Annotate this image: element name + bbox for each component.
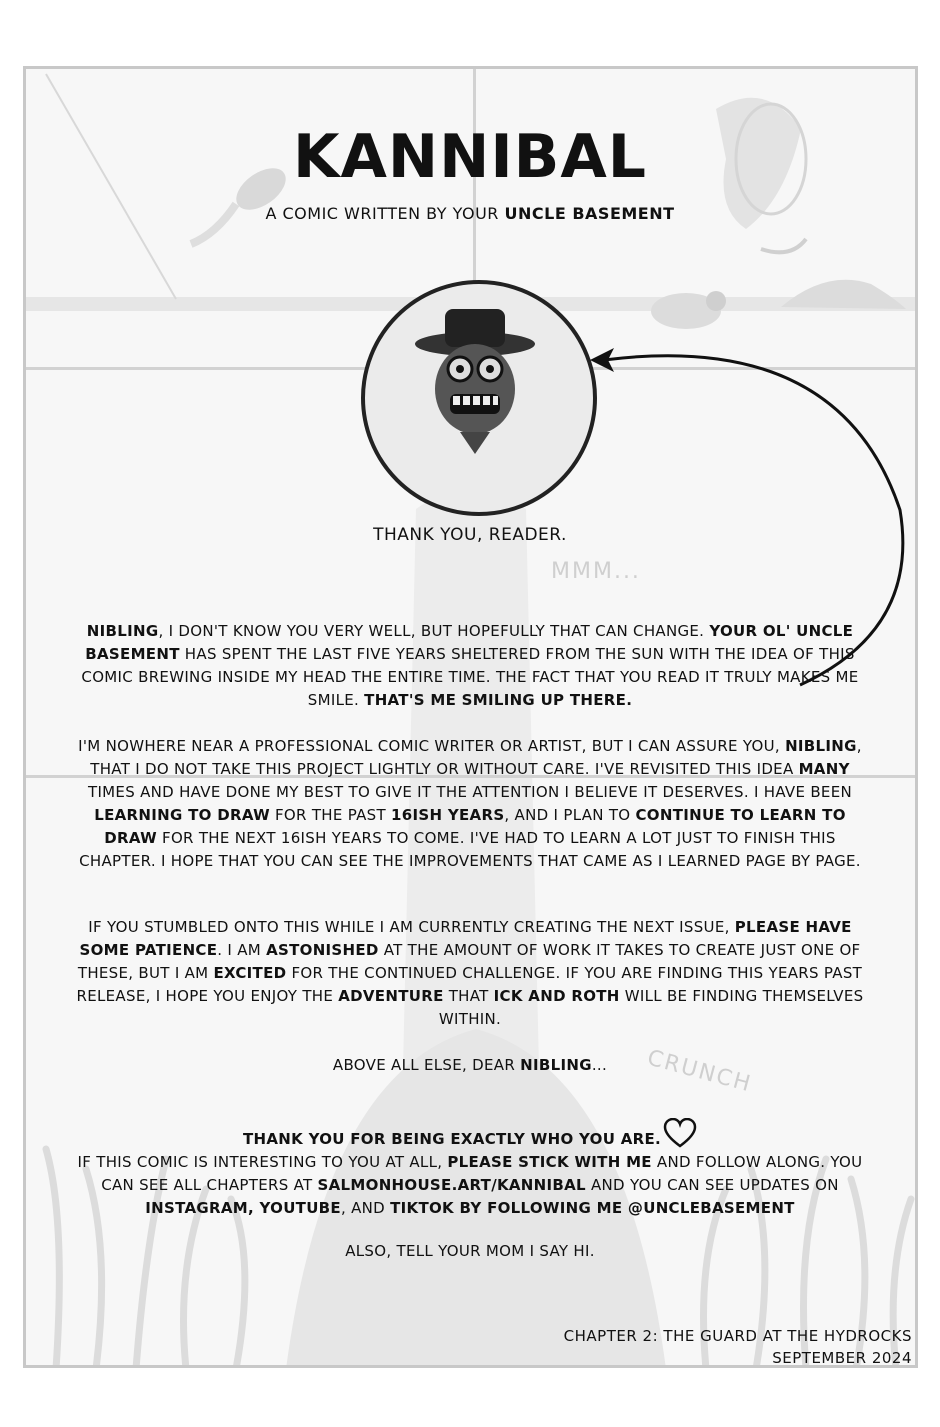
chapter-title: CHAPTER 2: THE GUARD AT THE HYDROCKS [563, 1327, 912, 1345]
greeting: THANK YOU, READER. [373, 525, 567, 545]
byline-prefix: A COMIC WRITTEN BY YOUR [265, 204, 499, 223]
letter-paragraph-5: THANK YOU FOR BEING EXACTLY WHO YOU ARE. IF THIS COMIC IS INTERESTING TO YOU AT ALL, PLEASE STICK WITH ME AND FOLLOW ALONG. YOU CAN SEE ALL CHAPTERS AT SALMONHOUSE.ART/KANNIBAL AND YOU CAN SEE UPDATES ON INSTAGRAM, YOUTUBE, AND TIKTOK BY FOLLOWING ME @UNCLEBASEMENT [70, 1118, 870, 1220]
letter-paragraph-4: ABOVE ALL ELSE, DEAR NIBLING... [332, 1056, 608, 1074]
letter-paragraph-3: IF YOU STUMBLED ONTO THIS WHILE I AM CURRENTLY CREATING THE NEXT ISSUE, PLEASE HAVE SOME PATIENCE. I AM ASTONISHED AT THE AMOUNT OF WORK IT TAKES TO CREATE JUST ONE OF THESE, BUT I AM EXCITED FOR THE CONTINUED CHALLENGE. IF YOU ARE FINDING THIS YEARS PAST RELEASE, I HOPE YOU ENJOY THE ADVENTURE THAT ICK AND ROTH WILL BE FINDING THEMSELVES WITHIN. [76, 918, 864, 1028]
byline-author: UNCLE BASEMENT [504, 204, 675, 223]
letter-paragraph-6: ALSO, TELL YOUR MOM I SAY HI. [345, 1242, 595, 1260]
chapter-info [564, 1325, 912, 1369]
heart-icon [663, 1118, 697, 1148]
comic-title: KANNIBAL [292, 122, 648, 192]
social-links[interactable]: INSTAGRAM, YOUTUBE [145, 1199, 341, 1217]
chapter-date: SEPTEMBER 2024 [772, 1349, 912, 1367]
letter-paragraph-2: I'M NOWHERE NEAR A PROFESSIONAL COMIC WRITER OR ARTIST, BUT I CAN ASSURE YOU, NIBLING, THAT I DO NOT TAKE THIS PROJECT LIGHTLY OR WITHOUT CARE. I'VE REVISITED THIS IDEA MANY TIMES AND HAVE DONE MY BEST TO GIVE IT THE ATTENTION I BELIEVE IT DESERVES. I HAVE BEEN LEARNING TO DRAW FOR THE PAST 16ISH YEARS, AND I PLAN TO CONTINUE TO LEARN TO DRAW FOR THE NEXT 16ISH YEARS TO COME. I'VE HAD TO LEARN A LOT JUST TO FINISH THIS CHAPTER. I HOPE THAT YOU CAN SEE THE IMPROVEMENTS THAT CAME AS I LEARNED PAGE BY PAGE. [78, 737, 862, 870]
author-portrait [361, 280, 597, 516]
byline [0, 204, 940, 223]
thank-you-line: THANK YOU FOR BEING EXACTLY WHO YOU ARE. [242, 1130, 662, 1148]
sfx-crunch: CRUNCH [644, 1045, 755, 1098]
portrait-drawing [365, 284, 593, 512]
sfx-mmm: MMM... [551, 559, 641, 584]
website-link[interactable]: SALMONHOUSE.ART/KANNIBAL [317, 1176, 586, 1194]
letter-paragraph-1: NIBLING, I DON'T KNOW YOU VERY WELL, BUT HOPEFULLY THAT CAN CHANGE. YOUR OL' UNCLE BASEMENT HAS SPENT THE LAST FIVE YEARS SHELTERED FROM THE SUN WITH THE IDEA OF THIS COMIC BREWING INSIDE MY HEAD THE ENTIRE TIME. THE FACT THAT YOU READ IT TRULY MAKES ME SMILE. THAT'S ME SMILING UP THERE. [81, 622, 859, 709]
tiktok-handle[interactable]: TIKTOK BY FOLLOWING ME @UNCLEBASEMENT [390, 1199, 795, 1217]
